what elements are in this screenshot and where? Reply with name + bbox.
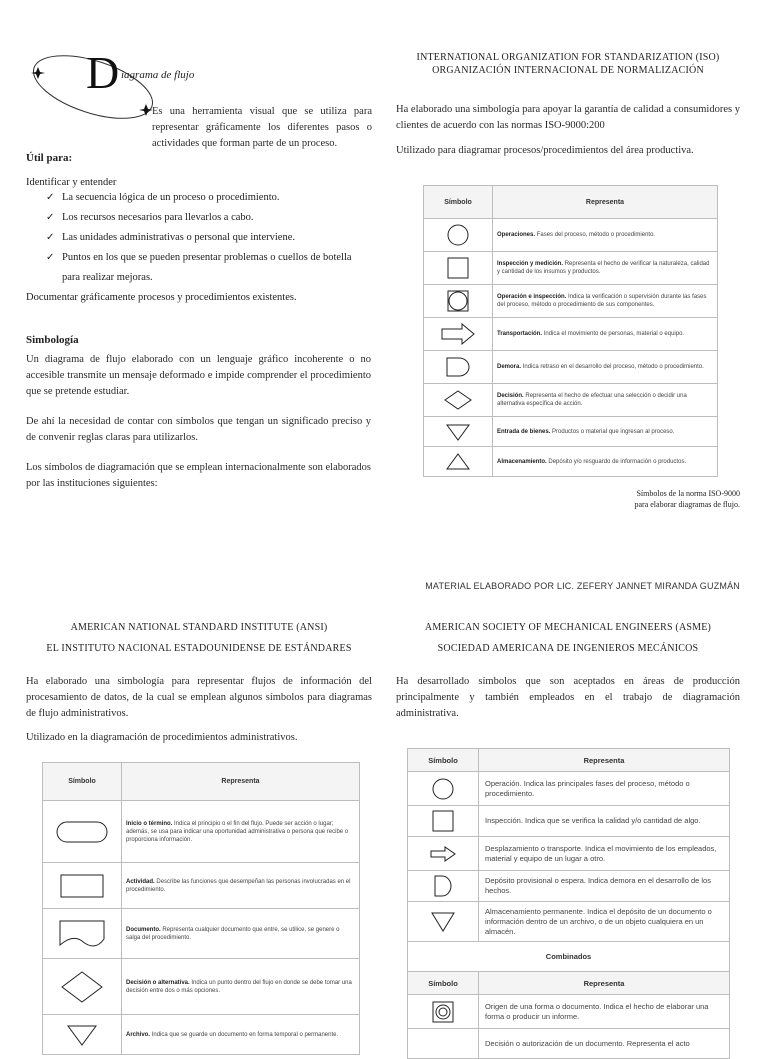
list-item: ✓ Puntos en los que se pueden presentar problemas o cuellos de botella para realizar mejoras.	[44, 248, 364, 288]
table-row	[408, 942, 730, 972]
table-row: Operaciones. Fases del proceso, método o procedimiento.	[424, 219, 718, 252]
table-row: Actividad. Describe las funciones que desempeñan las personas involucradas en el procedimiento.	[43, 863, 360, 909]
iso-p2: Utilizado para diagramar procesos/procedimientos del área productiva.	[396, 145, 694, 156]
asme-p1: Ha desarrollado símbolos que son aceptados en áreas de producción principalmente y también empleados en el trabajo de diagramación administrativa.	[396, 676, 740, 719]
table-row: Transportación. Indica el movimiento de personas, material o equipo.	[424, 318, 718, 351]
combined-title: Combinados	[408, 942, 730, 972]
table-header-represents: Representa	[479, 972, 730, 995]
check-icon: ✓	[46, 212, 55, 223]
simbologia-p3: Los símbolos de diagramación que se emplean internacionalmente son elaborados por las instituciones siguientes:	[26, 462, 371, 489]
list-item: ✓ Los recursos necesarios para llevarlos a cabo.	[44, 208, 364, 228]
iso-caption-2: para elaborar diagramas de flujo.	[634, 500, 740, 509]
simbologia-p1: Un diagrama de flujo elaborado con un lenguaje gráfico incoherente o no accesible transmite un mensaje deformado e impide comprender el procedimiento que se pretende estudiar.	[26, 354, 371, 397]
iso-symbol-table	[423, 185, 718, 477]
table-row: Almacenamiento. Depósito y/o resguardo de información o productos.	[424, 447, 718, 477]
diamond-icon	[443, 389, 473, 411]
iso-p1: Ha elaborado una simbología para apoyar la garantía de calidad a consumidores y clientes de acuerdo con las normas ISO-9000:200	[396, 104, 740, 131]
inspection-square-icon	[431, 810, 455, 832]
square-icon	[446, 257, 470, 279]
table-header-symbol: Símbolo	[43, 763, 122, 801]
check-icon: ✓	[46, 252, 55, 263]
arrow-icon	[440, 323, 476, 345]
credit-text: MATERIAL ELABORADO POR LIC. ZEFERY JANNET MIRANDA GUZMÁN	[425, 581, 740, 591]
table-row: Archivo. Indica que se guarde un documento en forma temporal o permanente.	[43, 1015, 360, 1055]
circle-icon	[446, 224, 470, 246]
check-icon: ✓	[46, 192, 55, 203]
table-row: Decisión o alternativa. Indica un punto dentro del flujo en donde se debe tomar una decisión entre dos o más opciones.	[43, 959, 360, 1015]
document-icon	[57, 919, 107, 949]
logo	[28, 42, 195, 132]
table-row: Decisión. Representa el hecho de efectuar una selección o decidir una alternativa específica de acción.	[424, 384, 718, 417]
delay-icon	[445, 356, 471, 378]
check-icon: ✓	[46, 232, 55, 243]
table-row: Entrada de bienes. Productos o material que ingresan al proceso.	[424, 417, 718, 447]
ansi-p2: Utilizado en la diagramación de procedimientos administrativos.	[26, 732, 298, 743]
table-header-represents: Representa	[122, 763, 360, 801]
storage-triangle-icon	[430, 911, 456, 933]
table-header-represents: Representa	[493, 186, 718, 219]
table-row: Almacenamiento permanente. Indica el depósito de un documento o información dentro de un archivo, o de un objeto cualquiera en un almacén.	[408, 902, 730, 942]
ansi-p1: Ha elaborado una simbología para representar flujos de información del procesamiento de datos, de la cual se emplean algunos símbolos para diagramas de flujo administrativos.	[26, 676, 372, 719]
iso-caption-1: Símbolos de la norma ISO-9000	[636, 489, 740, 498]
table-row: Decisión o autorización de un documento. Representa el acto	[408, 1029, 730, 1059]
document-text: Documentar gráficamente procesos y procedimientos existentes.	[26, 292, 297, 303]
square-circle-icon	[446, 290, 470, 312]
operation-circle-icon	[431, 778, 455, 800]
table-header-symbol: Símbolo	[408, 972, 479, 995]
table-row: Inspección y medición. Representa el hecho de verificar la naturaleza, calidad y cantidad de los insumos y productos.	[424, 252, 718, 285]
util-title: Útil para:	[26, 152, 73, 164]
table-header-symbol: Símbolo	[408, 749, 479, 772]
table-row: Desplazamiento o transporte. Indica el movimiento de los empleados, material y equipo de un lugar a otro.	[408, 837, 730, 871]
list-item: ✓ Las unidades administrativas o personal que interviene.	[44, 228, 364, 248]
wait-d-icon	[432, 875, 454, 897]
asme-title-en: AMERICAN SOCIETY OF MECHANICAL ENGINEERS (ASME)	[424, 622, 712, 633]
table-row: Documento. Representa cualquier documento que entre, se utilice, se genere o salga del procedimiento.	[43, 909, 360, 959]
list-item: ✓ La secuencia lógica de un proceso o procedimiento.	[44, 188, 364, 208]
table-row: Operación e inspección. Indica la verificación o supervisión durante las fases del proceso, método o procedimiento de sus componentes.	[424, 285, 718, 318]
check-list	[44, 188, 364, 288]
simbologia-p2: De ahí la necesidad de contar con símbolos que tengan un significado preciso y de convenir reglas claras para utilizarlos.	[26, 416, 371, 443]
triangle-down-icon	[445, 422, 471, 442]
terminal-icon	[55, 819, 109, 845]
identify-text: Identificar y entender	[26, 177, 117, 188]
table-row: Operación. Indica las principales fases del proceso, método o procedimiento.	[408, 772, 730, 806]
intro-text: Es una herramienta visual que se utiliza para representar gráficamente los diferentes pasos o actividades que forman parte de un proceso.	[152, 106, 372, 149]
table-row: Depósito provisional o espera. Indica demora en el desarrollo de los hechos.	[408, 871, 730, 902]
ansi-title-es: EL INSTITUTO NACIONAL ESTADOUNIDENSE DE ESTÁNDARES	[46, 643, 352, 654]
table-row: Inicio o término. Indica el principio o el fin del flujo. Puede ser acción o lugar; además, se usa para indicar una oportunidad administrativa o persona que recibe o proporciona información.	[43, 801, 360, 863]
ansi-title-en: AMERICAN NATIONAL STANDARD INSTITUTE (ANSI)	[70, 622, 328, 633]
table-row: Demora. Indica retraso en el desarrollo del proceso, método o procedimiento.	[424, 351, 718, 384]
origin-square-circle-icon	[431, 1001, 455, 1023]
logo-letter: D	[86, 47, 120, 98]
ansi-symbol-table	[42, 762, 360, 1055]
table-row: Origen de una forma o documento. Indica el hecho de elaborar una forma o producir un informe.	[408, 995, 730, 1029]
archive-triangle-icon	[66, 1023, 98, 1047]
decision-diamond-icon	[60, 970, 104, 1004]
table-row: Inspección. Indica que se verifica la calidad y/o cantidad de algo.	[408, 806, 730, 837]
iso-title-es: ORGANIZACIÓN INTERNACIONAL DE NORMALIZACIÓN	[432, 65, 704, 76]
iso-title-en: INTERNATIONAL ORGANIZATION FOR STANDARIZATION (ISO)	[416, 52, 720, 63]
logo-title: iagrama de flujo	[121, 69, 195, 81]
transport-arrow-icon	[429, 845, 457, 863]
table-header-symbol: Símbolo	[424, 186, 493, 219]
table-header-represents: Representa	[479, 749, 730, 772]
simbologia-title: Simbología	[26, 334, 79, 346]
asme-title-es: SOCIEDAD AMERICANA DE INGENIEROS MECÁNICOS	[437, 643, 699, 654]
asme-symbol-table	[407, 748, 730, 1059]
activity-rectangle-icon	[58, 873, 106, 899]
triangle-up-icon	[445, 452, 471, 472]
